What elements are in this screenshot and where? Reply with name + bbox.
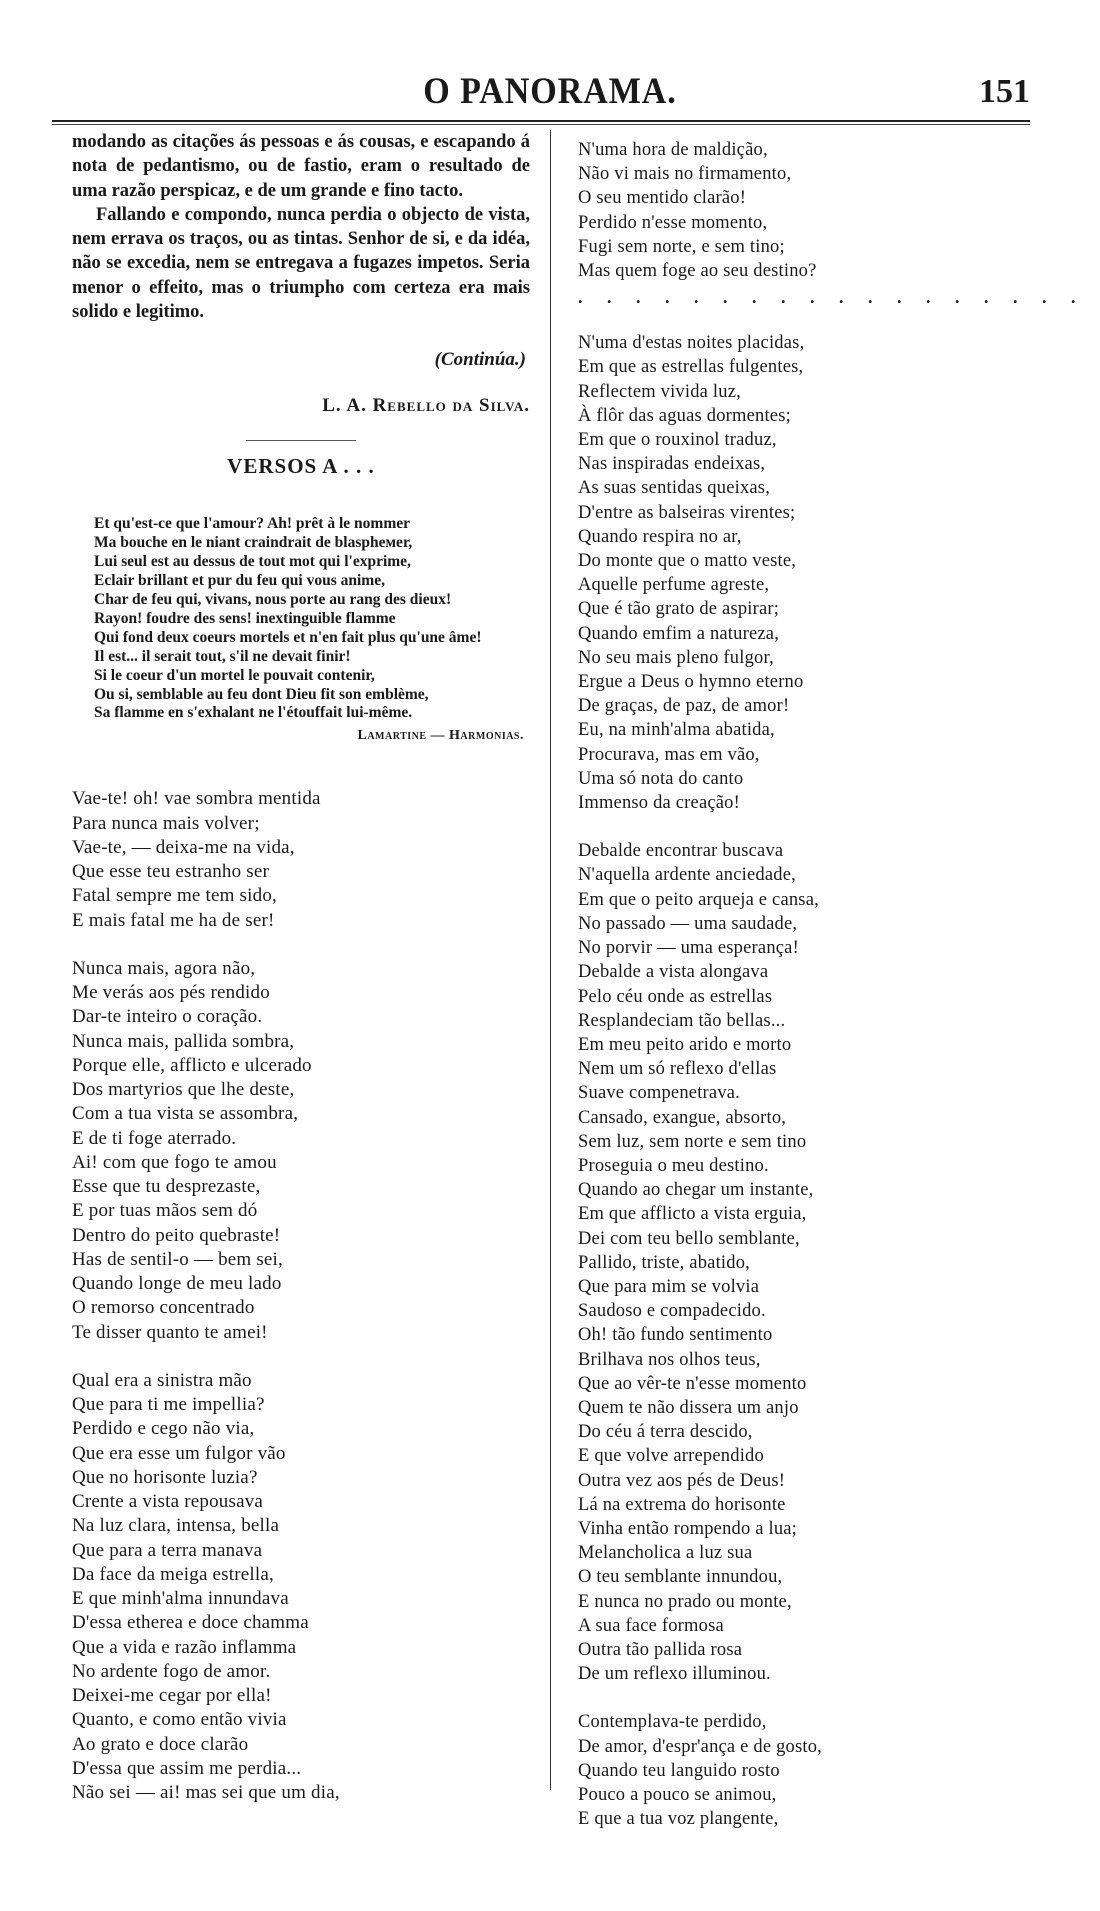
poem-left: [72, 787, 530, 1805]
verse-line: De amor, d'espr'ança e de gosto,: [578, 1736, 823, 1757]
verse-line: Qual era a sinistra mão: [72, 1369, 252, 1391]
verse-line: Crente a vista repousava: [72, 1491, 264, 1513]
prose-paragraph: modando as citações ás pessoas e ás cousas, e escapando á nota de pedantismo, ou de fastio, eram o resultado de uma razão perspicaz, e de um grande e fino tacto.: [72, 132, 530, 201]
verse-line: Do monte que o matto veste,: [578, 551, 797, 572]
verse-line: Dentro do peito quebraste!: [72, 1224, 281, 1246]
verse-line: Suave compenetrava.: [578, 1083, 741, 1104]
verse-line: Quando teu languido rosto: [578, 1760, 780, 1781]
verse-line: Esse que tu desprezaste,: [72, 1176, 261, 1198]
verse-line: Pouco a pouco se animou,: [578, 1785, 777, 1805]
verse-line: Que para mim se volvia: [578, 1276, 760, 1297]
verse-line: N'uma d'estas noites placidas,: [578, 333, 805, 354]
verse-line: Fatal sempre me tem sido,: [72, 885, 277, 907]
epigraph-line: Qui fond deux coeurs mortels et n'en fait plus qu'une âme!: [94, 628, 482, 646]
prose-paragraph: Fallando e compondo, nunca perdia o objecto de vista, nem errava os traços, ou as tintas. Senhor de si, e da idéa, não se excedia, nem se entregava a fugazes impetos. Seria menor o effeito, mas o triumpho com certeza era mais solido e legitimo.: [72, 204, 530, 323]
epigraph-line: Et qu'est-ce que l'amour? Ah! prêt à le nommer: [94, 515, 410, 533]
page-title: O PANORAMA.: [423, 71, 677, 112]
verse-line: E que minh'alma innundava: [72, 1588, 289, 1610]
poem-right-part-2: [578, 331, 1018, 1831]
epigraph-line: Ma bouche en le niant craindrait de blaspheмer,: [94, 534, 413, 552]
column-divider: [550, 130, 551, 1790]
verse-line: Ai! com que fogo te amou: [72, 1151, 277, 1173]
verse-line: Nunca mais, agora não,: [72, 957, 256, 979]
verse-line: Lá na extrema do horisonte: [578, 1494, 786, 1515]
epigraph-line: Ou si, semblable au feu dont Dieu fit son emblème,: [94, 685, 429, 703]
verse-line: Me verás aos pés rendido: [72, 982, 270, 1004]
verse-line: Melancholica a luz sua: [578, 1543, 753, 1564]
page-number: 151: [979, 73, 1030, 110]
verse-line: A sua face formosa: [578, 1615, 724, 1636]
verse-line: No porvir — uma esperança!: [578, 938, 799, 959]
epigraph-line: Char de feu qui, vivans, nous porte au rang des dieux!: [94, 591, 452, 608]
verse-line: Que para a terra manava: [72, 1539, 263, 1561]
epigraph-line: Il est... il serait tout, s'il ne devait finir!: [94, 647, 351, 665]
verse-line: Da face da meiga estrella,: [72, 1563, 274, 1585]
header-rule: [52, 120, 1030, 122]
verse-line: De um reflexo illuminou.: [578, 1664, 771, 1685]
verse-line: Procurava, mas em vão,: [578, 744, 760, 765]
verse-line: Eu, na minh'alma abatida,: [578, 720, 775, 741]
verse-line: N'uma hora de maldição,: [578, 140, 768, 160]
header-rule-thin: [52, 124, 1030, 125]
stanza: [578, 138, 1018, 283]
section-rule: [246, 440, 356, 441]
ellipsis-row: . . . . . . . . . . . . . . . . . .: [578, 287, 1086, 308]
verse-line: Oh! tão fundo sentimento: [578, 1325, 773, 1346]
verse-line: E nunca no prado ou monte,: [578, 1591, 792, 1612]
stanza: [578, 331, 1018, 815]
poem-right-part-1: [578, 138, 1018, 283]
verse-line: Na luz clara, intensa, bella: [72, 1515, 280, 1537]
right-column: [578, 138, 1086, 1831]
stanza: [72, 957, 530, 1345]
verse-line: Que ao vêr-te n'esse momento: [578, 1373, 807, 1394]
verse-line: O remorso concentrado: [72, 1297, 255, 1319]
verse-line: Em que o peito arqueja e cansa,: [578, 889, 819, 910]
verse-line: Mas quem foge ao seu destino?: [578, 261, 817, 282]
verse-line: Deixei-me cegar por ella!: [72, 1685, 272, 1707]
epigraph-line: Rayon! foudre des sens! inextinguible flamme: [94, 609, 396, 627]
verse-line: Immenso da creação!: [578, 793, 740, 814]
verse-line: Reflectem vivida luz,: [578, 381, 741, 402]
epigraph-line: Eclair brillant et pur du feu qui vous anime,: [94, 572, 385, 590]
verse-line: Nunca mais, pallida sombra,: [72, 1030, 295, 1052]
verse-line: Contemplava-te perdido,: [578, 1712, 767, 1733]
poem-title: VERSOS A . . .: [227, 454, 375, 479]
verse-line: E mais fatal me ha de ser!: [72, 909, 275, 931]
verse-line: E que a tua voz plangente,: [578, 1809, 779, 1830]
verse-line: Que era esse um fulgor vão: [72, 1442, 286, 1464]
verse-line: Que é tão grato de aspirar;: [578, 599, 780, 620]
author-signature: L. A. Rebello da Silva.: [322, 395, 530, 417]
verse-line: Uma só nota do canto: [578, 768, 744, 789]
verse-line: Em meu peito arido e morto: [578, 1034, 792, 1055]
verse-line: Quanto, e como então vivia: [72, 1709, 287, 1731]
verse-line: Nas inspiradas endeixas,: [578, 454, 766, 475]
stanza: [578, 839, 1018, 1686]
verse-line: Outra tão pallida rosa: [578, 1639, 743, 1660]
verse-line: E de ti foge aterrado.: [72, 1127, 237, 1149]
epigraph-source: Lamartine — Harmonias.: [357, 728, 524, 744]
verse-line: Nem um só reflexo d'ellas: [578, 1059, 777, 1080]
verse-line: Vae-te! oh! vae sombra mentida: [72, 788, 321, 810]
verse-line: Quando ao chegar um instante,: [578, 1180, 814, 1201]
continua-note: (Continúa.): [434, 349, 526, 371]
verse-line: De graças, de paz, de amor!: [578, 696, 790, 717]
verse-line: Quando emfim a natureza,: [578, 623, 780, 644]
verse-line: Pelo céu onde as estrellas: [578, 986, 773, 1007]
verse-line: Vinha então rompendo a lua;: [578, 1518, 798, 1539]
verse-line: No ardente fogo de amor.: [72, 1660, 271, 1682]
verse-line: Debalde encontrar buscava: [578, 841, 784, 862]
verse-line: Que para ti me impellia?: [72, 1394, 265, 1416]
verse-line: Perdido e cego não via,: [72, 1418, 255, 1440]
verse-line: Quando respira no ar,: [578, 526, 742, 547]
verse-line: Para nunca mais volver;: [72, 812, 260, 834]
verse-line: Te disser quanto te amei!: [72, 1321, 268, 1343]
masthead: [0, 70, 1100, 120]
verse-line: Fugi sem norte, e sem tino;: [578, 236, 785, 257]
verse-line: Aquelle perfume agreste,: [578, 575, 770, 596]
verse-line: Has de sentil-o — bem sei,: [72, 1248, 283, 1270]
verse-line: Quando longe de meu lado: [72, 1273, 282, 1295]
verse-line: Perdido n'esse momento,: [578, 212, 768, 233]
verse-line: Ergue a Deus o hymno eterno: [578, 672, 804, 693]
verse-line: Debalde a vista alongava: [578, 962, 769, 983]
verse-line: N'aquella ardente anciedade,: [578, 865, 796, 886]
verse-line: Porque elle, afflicto e ulcerado: [72, 1054, 312, 1076]
verse-line: No seu mais pleno fulgor,: [578, 647, 774, 668]
verse-line: Proseguia o meu destino.: [578, 1155, 769, 1176]
verse-line: O teu semblante innundou,: [578, 1567, 783, 1588]
verse-line: E por tuas mãos sem dó: [72, 1200, 258, 1222]
verse-line: E que volve arrependido: [578, 1446, 764, 1467]
verse-line: O seu mentido clarão!: [578, 188, 747, 209]
verse-line: Dei com teu bello semblante,: [578, 1228, 800, 1249]
verse-line: Em que o rouxinol traduz,: [578, 430, 777, 451]
verse-line: Com a tua vista se assombra,: [72, 1103, 299, 1125]
left-column: [72, 130, 530, 1805]
epigraph-line: Si le coeur d'un mortel le pouvait contenir,: [94, 666, 375, 684]
verse-line: As suas sentidas queixas,: [578, 478, 771, 499]
prose-block: [72, 130, 530, 324]
verse-line: Dar-te inteiro o coração.: [72, 1006, 263, 1028]
verse-line: Cansado, exangue, absorto,: [578, 1107, 787, 1128]
verse-line: Saudoso e compadecido.: [578, 1301, 766, 1322]
verse-line: Outra vez aos pés de Deus!: [578, 1470, 786, 1491]
epigraph-line: Sa flamme en s'exhalant ne l'étouffait lui-même.: [94, 704, 413, 722]
verse-line: Em que as estrellas fulgentes,: [578, 357, 804, 378]
stanza: [72, 787, 530, 933]
verse-line: Que a vida e razão inflamma: [72, 1636, 297, 1658]
epigraph-line: Lui seul est au dessus de tout mot qui l'exprime,: [94, 553, 411, 571]
verse-line: Sem luz, sem norte e sem tino: [578, 1131, 807, 1152]
verse-line: D'essa etherea e doce chamma: [72, 1612, 309, 1634]
verse-line: Quem te não dissera um anjo: [578, 1397, 799, 1418]
verse-line: Não sei — ai! mas sei que um dia,: [72, 1782, 340, 1804]
verse-line: D'entre as balseiras virentes;: [578, 502, 796, 523]
stanza: [578, 1710, 1018, 1831]
verse-line: Que esse teu estranho ser: [72, 861, 270, 883]
verse-line: Vae-te, — deixa-me na vida,: [72, 836, 295, 858]
epigraph: [94, 515, 530, 723]
verse-line: Resplandeciam tão bellas...: [578, 1010, 786, 1031]
verse-line: D'essa que assim me perdia...: [72, 1757, 302, 1779]
verse-line: À flôr das aguas dormentes;: [578, 405, 791, 426]
verse-line: Que no horisonte luzia?: [72, 1466, 258, 1488]
verse-line: Em que afflicto a vista erguia,: [578, 1204, 807, 1225]
verse-line: Do céu á terra descido,: [578, 1422, 753, 1443]
verse-line: Pallido, triste, abatido,: [578, 1252, 750, 1273]
verse-line: Ao grato e doce clarão: [72, 1733, 249, 1755]
verse-line: No passado — uma saudade,: [578, 913, 798, 934]
verse-line: Brilhava nos olhos teus,: [578, 1349, 761, 1370]
verse-line: Dos martyrios que lhe deste,: [72, 1079, 295, 1101]
stanza: [72, 1369, 530, 1806]
verse-line: Não vi mais no firmamento,: [578, 164, 792, 185]
